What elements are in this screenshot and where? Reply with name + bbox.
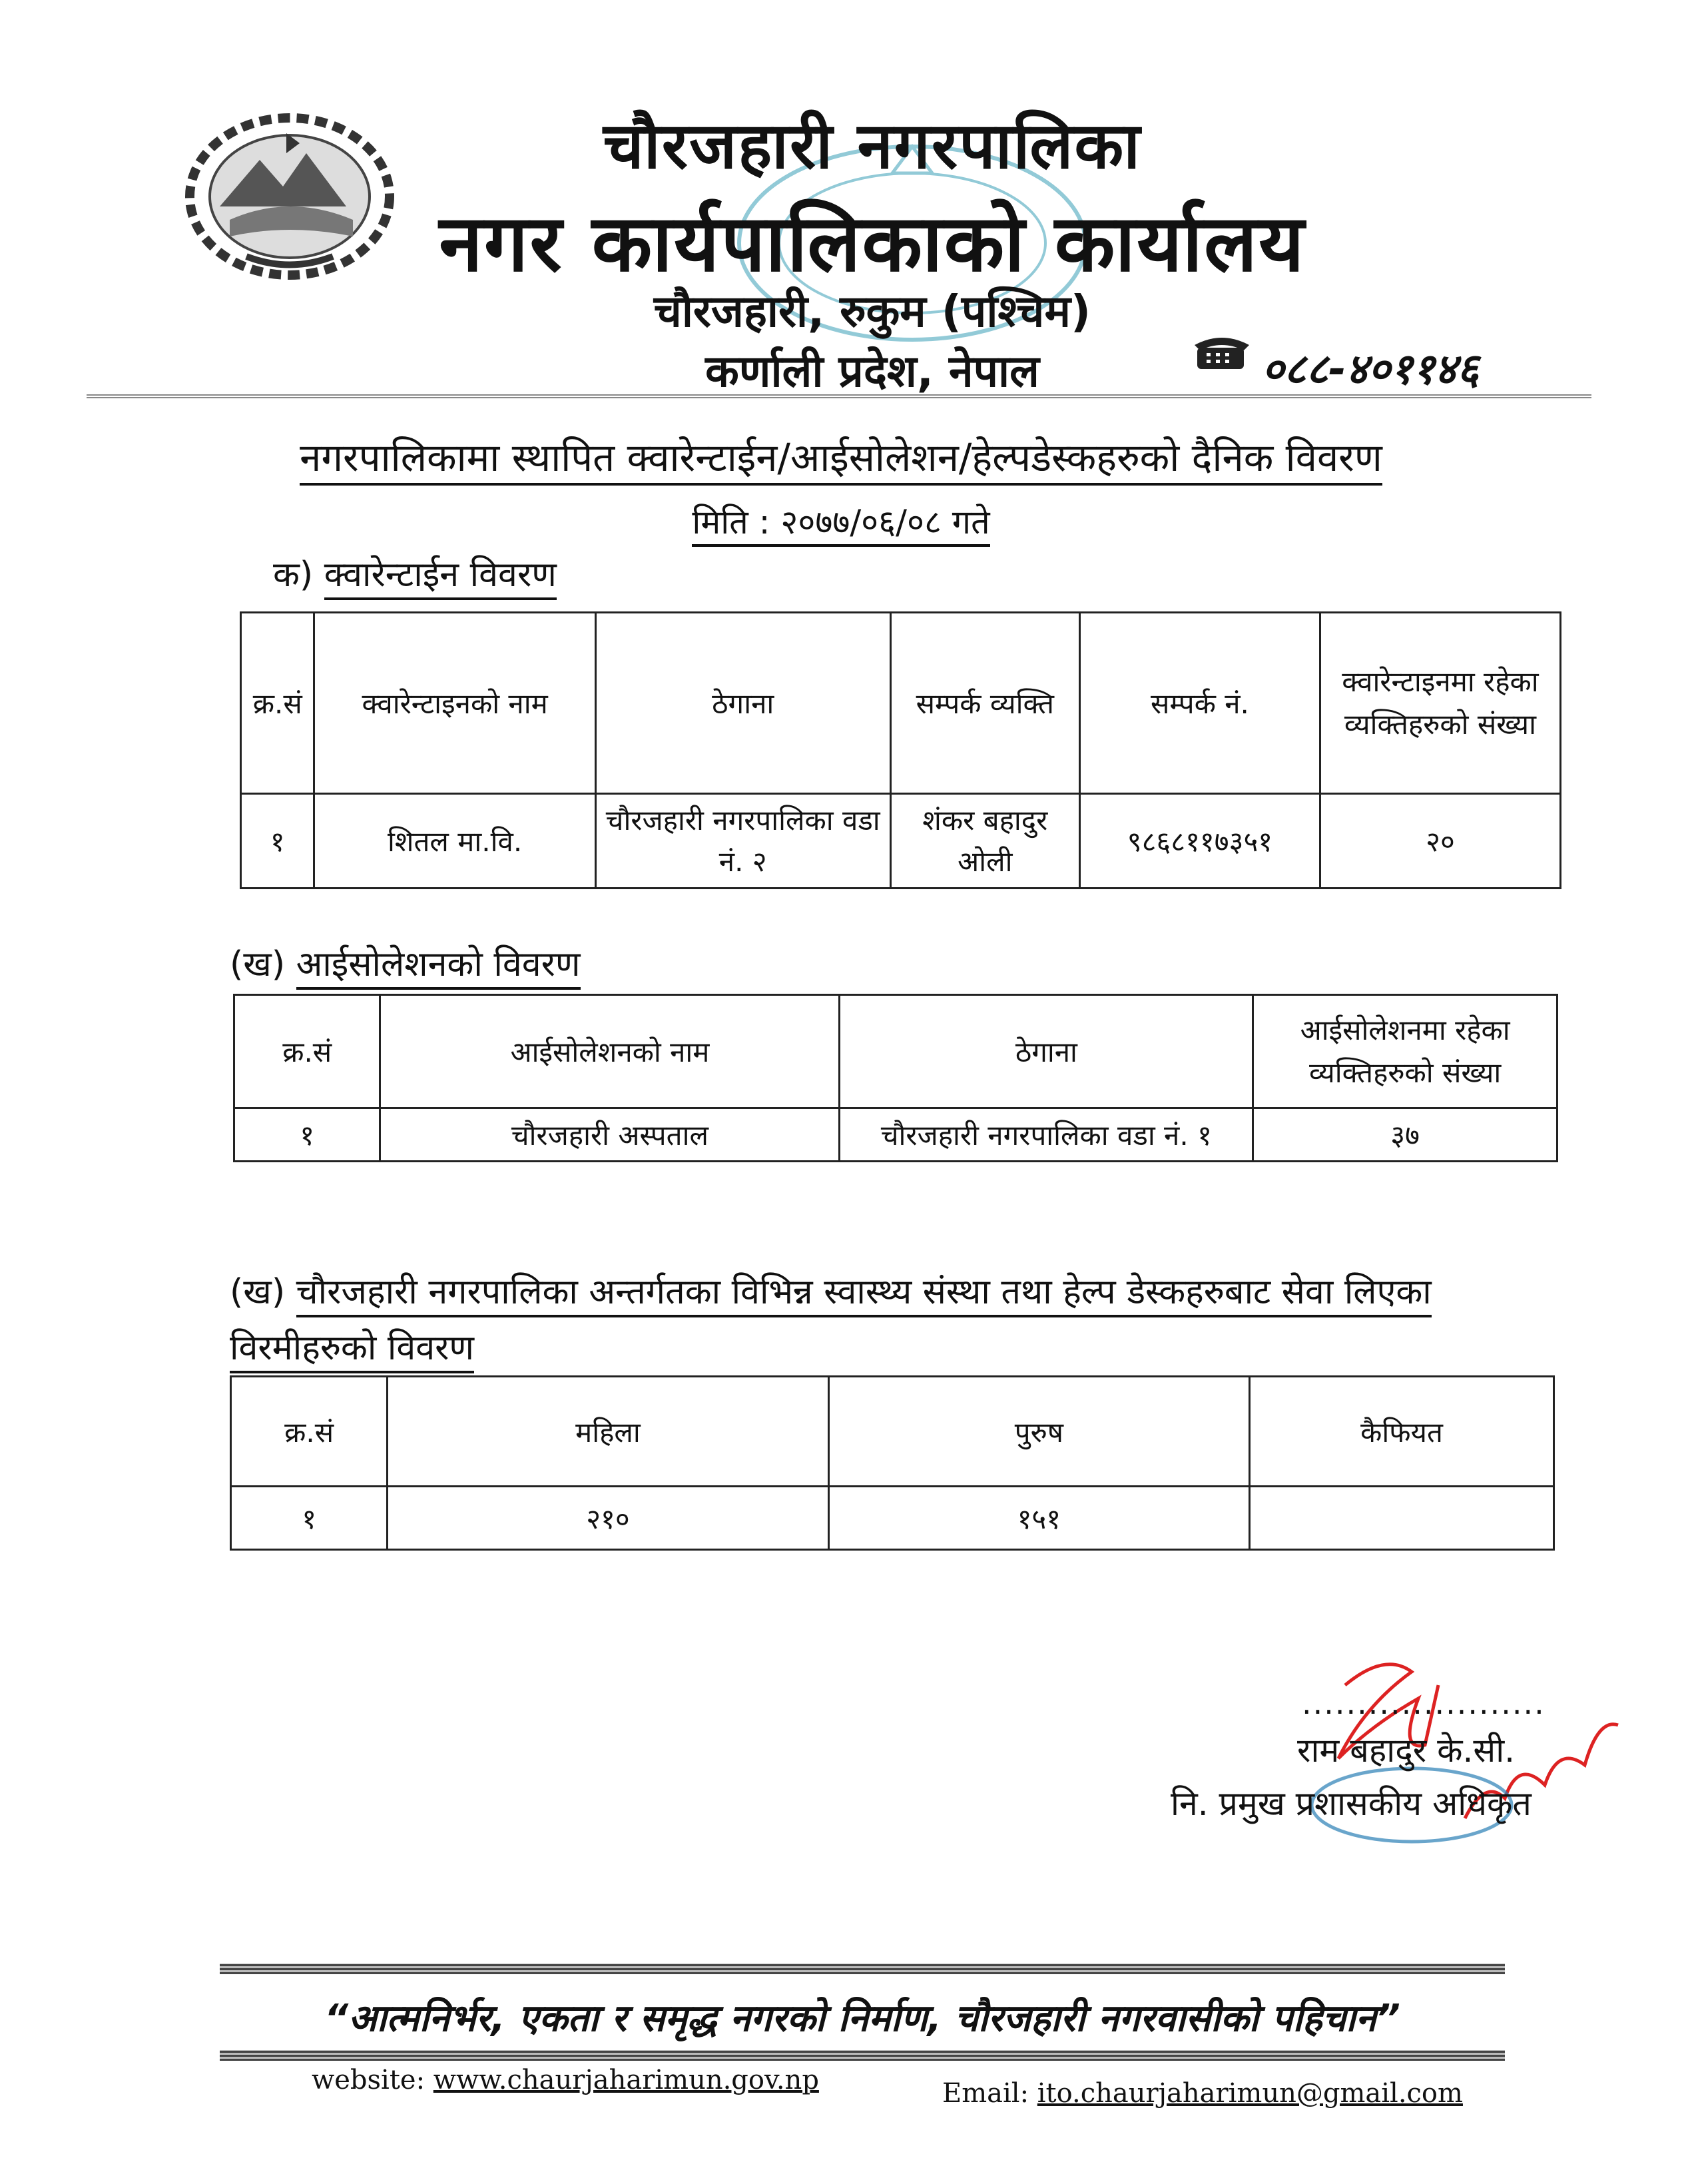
- footer-divider-top: [220, 1964, 1505, 1974]
- table-cell: शितल मा.वि.: [314, 794, 595, 889]
- table-row: [231, 1487, 1554, 1550]
- table-cell: [1250, 1487, 1554, 1550]
- phone-number: ०८८-४०११४६: [1262, 345, 1480, 394]
- column-header: आईसोलेशनमा रहेका व्यक्तिहरुको संख्या: [1253, 995, 1557, 1108]
- table-cell: २०: [1320, 794, 1560, 889]
- table-header-row: [231, 1377, 1554, 1487]
- email-label: Email:: [942, 2078, 1029, 2109]
- column-header: आईसोलेशनको नाम: [380, 995, 840, 1108]
- office-name: नगर कार्यपालिकाको कार्यालय: [439, 197, 1306, 289]
- table-cell: चौरजहारी नगरपालिका वडा नं. १: [840, 1108, 1253, 1162]
- column-header: क्र.सं: [241, 613, 314, 794]
- quarantine-table: [240, 611, 1561, 889]
- table-cell: १५१: [828, 1487, 1249, 1550]
- municipality-name: चौरजहारी नगरपालिका: [603, 109, 1142, 183]
- isolation-section-heading: (ख) आईसोलेशनको विवरण: [230, 939, 581, 986]
- table-cell: ९८६८११७३५१: [1079, 794, 1320, 889]
- isolation-table: [233, 994, 1558, 1162]
- table-cell: ३७: [1253, 1108, 1557, 1162]
- office-address: चौरजहारी, रुकुम (पश्चिम): [653, 286, 1091, 337]
- column-header: महिला: [388, 1377, 828, 1487]
- column-header: क्वारेन्टाइनको नाम: [314, 613, 595, 794]
- table-row: [241, 794, 1561, 889]
- province-address: कर्णाली प्रदेश, नेपाल: [705, 346, 1039, 397]
- document-title: नगरपालिकामा स्थापित क्वारेन्टाईन/आईसोलेशन/हेल्पडेस्कहरुको दैनिक विवरण: [133, 430, 1549, 482]
- column-header: पुरुष: [828, 1377, 1249, 1487]
- patients-table: [230, 1375, 1555, 1551]
- column-header: सम्पर्क नं.: [1079, 613, 1320, 794]
- signatory-title: नि. प्रमुख प्रशासकीय अधिकृत: [1171, 1784, 1532, 1823]
- document-date: मिति : २०७७/०६/०८ गते: [133, 498, 1549, 544]
- table-cell: २१०: [388, 1487, 828, 1550]
- table-cell: १: [241, 794, 314, 889]
- column-header: सम्पर्क व्यक्ति: [890, 613, 1079, 794]
- column-header: कैफियत: [1250, 1377, 1554, 1487]
- table-cell: १: [234, 1108, 380, 1162]
- column-header: क्र.सं: [231, 1377, 388, 1487]
- table-row: [234, 1108, 1557, 1162]
- signature-line: ......................: [1302, 1685, 1545, 1721]
- website-info: [312, 2065, 819, 2095]
- email-info: [942, 2078, 1463, 2109]
- telephone-icon: [1192, 333, 1252, 373]
- patients-section-heading: (ख) चौरजहारी नगरपालिका अन्तर्गतका विभिन्न स्वास्थ्य संस्था तथा हेल्प डेस्कहरुबाट सेवा लिएका विरमीहरुको विवरण: [230, 1264, 1561, 1376]
- table-cell: चौरजहारी नगरपालिका वडा नं. २: [595, 794, 890, 889]
- table-cell: १: [231, 1487, 388, 1550]
- header-divider: [87, 394, 1591, 398]
- column-header: ठेगाना: [595, 613, 890, 794]
- email-link[interactable]: ito.chaurjaharimun@gmail.com: [1037, 2078, 1463, 2109]
- website-link[interactable]: www.chaurjaharimun.gov.np: [433, 2065, 819, 2095]
- table-header-row: [234, 995, 1557, 1108]
- column-header: क्र.सं: [234, 995, 380, 1108]
- signatory-name: राम बहादुर के.सी.: [1297, 1731, 1516, 1770]
- table-cell: चौरजहारी अस्पताल: [380, 1108, 840, 1162]
- footer-motto: “आत्मनिर्भर, एकता र समृद्ध नगरको निर्माण, चौरजहारी नगरवासीको पहिचान”: [324, 1997, 1400, 2040]
- column-header: ठेगाना: [840, 995, 1253, 1108]
- footer-divider-bottom: [220, 2050, 1505, 2061]
- quarantine-section-heading: क) क्वारेन्टाईन विवरण: [273, 549, 557, 597]
- website-label: website:: [312, 2065, 425, 2095]
- nepal-emblem-icon: [166, 107, 413, 286]
- table-cell: शंकर बहादुर ओली: [890, 794, 1079, 889]
- column-header: क्वारेन्टाइनमा रहेका व्यक्तिहरुको संख्या: [1320, 613, 1560, 794]
- table-header-row: [241, 613, 1561, 794]
